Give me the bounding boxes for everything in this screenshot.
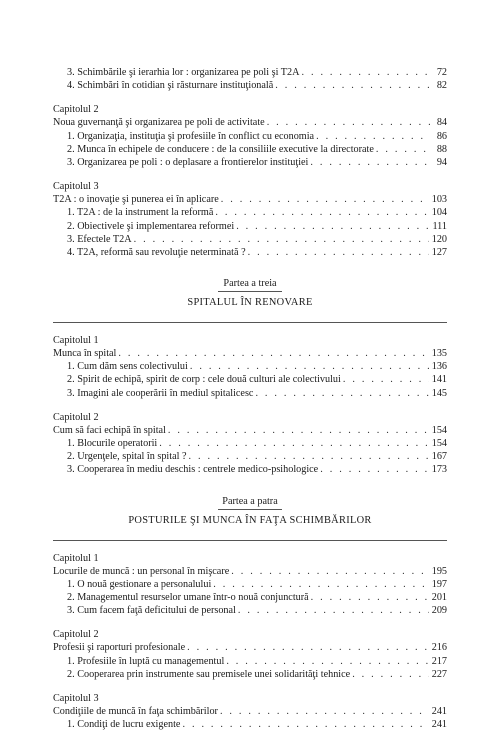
toc-entry-text: 4. Schimbări în cotidian şi răsturnare instituţională xyxy=(67,80,274,92)
page-number: 154 xyxy=(431,438,447,449)
dot-leader xyxy=(301,66,430,79)
page-number: 94 xyxy=(436,156,447,168)
toc-entry xyxy=(53,578,447,591)
dot-leader xyxy=(320,463,429,476)
toc-entry xyxy=(53,246,447,259)
dot-leader xyxy=(168,424,429,437)
toc-entry-text: 3. Imagini ale cooperării în mediul spitalicesc xyxy=(67,387,254,399)
toc-entry-text: 4. T2A, reformă sau revoluţie neterminată ? xyxy=(67,246,246,258)
toc-entry xyxy=(53,450,447,463)
toc-entry xyxy=(53,79,447,92)
chapter-title: Condiţiile de muncă în faţa schimbărilor xyxy=(53,705,218,717)
chapter-title-row xyxy=(53,705,447,718)
toc-entry xyxy=(53,668,447,681)
toc-entry-text: 1. O nouă gestionare a personalului xyxy=(67,578,212,590)
dot-leader xyxy=(238,604,429,617)
chapter-block xyxy=(53,628,447,681)
dot-leader xyxy=(182,718,428,731)
part-heading xyxy=(53,494,447,541)
toc-entry xyxy=(53,604,447,617)
toc-entry xyxy=(53,156,447,169)
toc-entry xyxy=(53,463,447,476)
page-number: 197 xyxy=(431,578,447,590)
chapter-block xyxy=(53,552,447,618)
table-of-contents xyxy=(53,66,447,731)
dot-leader xyxy=(187,641,429,654)
toc-entry xyxy=(53,206,447,219)
page-number: 72 xyxy=(436,67,447,78)
toc-entry xyxy=(53,437,447,450)
page-number: 209 xyxy=(431,605,447,617)
page-number: 216 xyxy=(431,642,447,654)
dot-leader xyxy=(221,193,429,206)
page-number: 120 xyxy=(431,233,447,245)
page-number: 241 xyxy=(431,705,447,717)
chapter-block xyxy=(53,692,447,731)
toc-entry-text: 2. Obiectivele şi implementarea reformei xyxy=(67,220,235,232)
page-number: 111 xyxy=(432,220,447,232)
page-number: 195 xyxy=(431,565,447,577)
dot-leader xyxy=(159,437,428,450)
toc-entry-text: 3. Schimbările şi ierarhia lor : organizarea pe poli şi T2A xyxy=(67,67,300,78)
dot-leader xyxy=(231,565,428,578)
toc-entry xyxy=(53,220,447,233)
toc-entry-text: 3. Efectele T2A xyxy=(67,233,132,245)
toc-entry-text: 1. Cum dăm sens colectivului xyxy=(67,361,188,373)
page-number: 141 xyxy=(431,374,447,386)
chapter-title: Cum să faci echipă în spital xyxy=(53,424,166,436)
dot-leader xyxy=(118,347,428,360)
dot-leader xyxy=(226,655,428,668)
chapter-label: Capitolul 1 xyxy=(53,552,99,564)
toc-entry-text: 3. Organizarea pe poli : o deplasare a frontierelor instituţiei xyxy=(67,156,309,168)
chapter-label: Capitolul 1 xyxy=(53,335,99,347)
chapter-block xyxy=(53,411,447,477)
part-heading xyxy=(53,276,447,323)
toc-entry-text: 3. Cooperarea în mediu deschis : centrele medico-psihologice xyxy=(67,464,319,476)
dot-leader xyxy=(310,156,430,169)
toc-entry-text: 2. Urgenţele, spital în spital ? xyxy=(67,451,187,463)
dot-leader xyxy=(248,246,429,259)
page-number: 135 xyxy=(431,348,447,360)
dot-leader xyxy=(134,233,429,246)
toc-entry-text: 1. Organizaţia, instituţia şi profesiile în conflict cu economia xyxy=(67,130,315,142)
toc-entry-text: 1. Profesiile în luptă cu managementul xyxy=(67,655,225,667)
page-number: 84 xyxy=(436,117,447,129)
page-number: 136 xyxy=(431,361,447,373)
toc-entry-text: 2. Managementul resurselor umane într-o nouă conjunctură xyxy=(67,591,309,603)
chapter-label: Capitolul 3 xyxy=(53,181,99,193)
page-number: 227 xyxy=(431,668,447,680)
page-number: 86 xyxy=(436,130,447,142)
page-number: 167 xyxy=(431,451,447,463)
toc-entry xyxy=(53,387,447,400)
toc-entry xyxy=(53,591,447,604)
part-title: SPITALUL ÎN RENOVARE xyxy=(187,297,313,309)
dot-leader xyxy=(267,116,430,129)
part-label-underline xyxy=(218,509,282,510)
chapter-title-row xyxy=(53,193,447,206)
dot-leader xyxy=(311,591,429,604)
dot-leader xyxy=(352,668,429,681)
chapter-title-row xyxy=(53,347,447,360)
page-number: 173 xyxy=(431,464,447,476)
toc-entry-text: 1. Condiţi de lucru exigente xyxy=(67,719,181,731)
part-label-underline xyxy=(218,291,282,292)
chapter-title-row xyxy=(53,116,447,129)
toc-entry xyxy=(53,130,447,143)
part-title-rule xyxy=(53,540,447,541)
toc-entry-text: 1. T2A : de la instrument la reformă xyxy=(67,207,214,219)
toc-entry xyxy=(53,373,447,386)
dot-leader xyxy=(189,450,429,463)
page-number: 103 xyxy=(431,194,447,206)
page-number: 145 xyxy=(431,387,447,399)
page-number: 154 xyxy=(431,424,447,436)
page-number: 241 xyxy=(431,719,447,731)
page-number: 104 xyxy=(431,207,447,219)
chapter-block xyxy=(53,180,447,259)
page-number: 88 xyxy=(436,143,447,155)
dot-leader xyxy=(190,360,429,373)
toc-entry xyxy=(53,233,447,246)
toc-entry xyxy=(53,718,447,731)
dot-leader xyxy=(275,79,430,92)
toc-entry-text: 2. Cooperarea prin instrumente sau premisele unei solidarităţi tehnice xyxy=(67,668,351,680)
part-label: Partea a patra xyxy=(222,495,278,507)
chapter-block xyxy=(53,334,447,400)
chapter-title: Locurile de muncă : un personal în mişcare xyxy=(53,565,230,577)
toc-entry xyxy=(53,655,447,668)
page-number: 127 xyxy=(431,246,447,258)
part-title-rule xyxy=(53,322,447,323)
part-title: POSTURILE ŞI MUNCA ÎN FAŢA SCHIMBĂRILOR xyxy=(128,514,372,526)
page-number: 217 xyxy=(431,655,447,667)
dot-leader xyxy=(220,705,429,718)
toc-entry-text: 1. Blocurile operatorii xyxy=(67,438,158,449)
toc-entry xyxy=(53,143,447,156)
chapter-block xyxy=(53,103,447,169)
toc-entry-text: 2. Munca în echipele de conducere : de la consiliile executive la directorate xyxy=(67,143,374,155)
chapter-label: Capitolul 2 xyxy=(53,104,99,116)
chapter-label: Capitolul 2 xyxy=(53,629,99,641)
chapter-title: Munca în spital xyxy=(53,348,117,360)
chapter-title: Noua guvernanţă şi organizarea pe poli de activitate xyxy=(53,117,265,129)
chapter-title: T2A : o inovaţie şi punerea ei în aplicare xyxy=(53,194,219,206)
dot-leader xyxy=(213,578,428,591)
dot-leader xyxy=(316,130,430,143)
dot-leader xyxy=(255,387,428,400)
chapter-title-row xyxy=(53,565,447,578)
chapter-title-row xyxy=(53,641,447,654)
part-label: Partea a treia xyxy=(223,278,277,290)
dot-leader xyxy=(343,373,429,386)
dot-leader xyxy=(215,206,428,219)
page-number: 201 xyxy=(431,591,447,603)
dot-leader xyxy=(376,143,430,156)
chapter-label: Capitolul 3 xyxy=(53,692,99,704)
dot-leader xyxy=(236,220,429,233)
chapter-title: Profesii şi raporturi profesionale xyxy=(53,642,186,654)
chapter-title-row xyxy=(53,424,447,437)
toc-entry xyxy=(53,66,447,79)
page-number: 82 xyxy=(436,80,447,92)
toc-entry-text: 3. Cum facem faţă deficitului de personal xyxy=(67,605,236,617)
chapter-label: Capitolul 2 xyxy=(53,411,99,423)
toc-entry xyxy=(53,360,447,373)
toc-entry-text: 2. Spirit de echipă, spirit de corp : cele două culturi ale colectivului xyxy=(67,374,341,386)
